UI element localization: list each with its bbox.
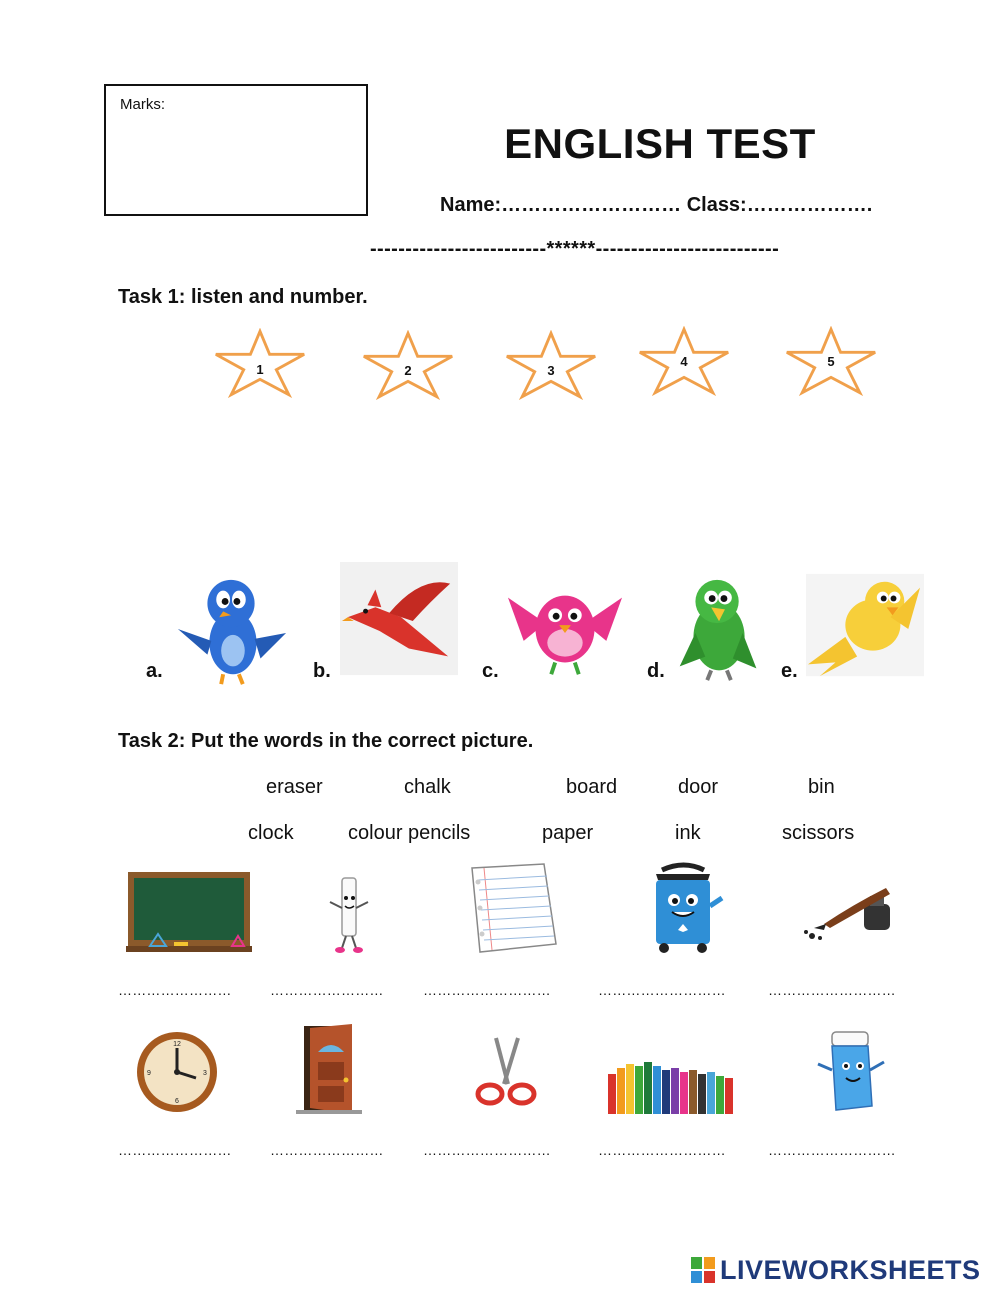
bird-label-c: c.	[482, 660, 499, 682]
blue-bird-icon	[172, 572, 290, 690]
star-3	[503, 330, 599, 400]
bird-label-b: b.	[313, 660, 331, 682]
word-eraser: eraser	[266, 776, 323, 798]
answer-blank-3[interactable]: ………………………	[423, 982, 551, 998]
star-5	[783, 326, 879, 396]
logo-text: LIVEWORKSHEETS	[720, 1254, 981, 1285]
logo-mark-icon	[690, 1256, 716, 1284]
page-title: ENGLISH TEST	[504, 120, 816, 167]
red-cardinal-icon	[340, 562, 458, 680]
task2-title: Task 2: Put the words in the correct picture.	[118, 730, 534, 752]
word-paper: paper	[542, 822, 594, 844]
bird-label-d: d.	[647, 660, 665, 682]
answer-blank-6[interactable]: ……………………	[118, 1142, 232, 1158]
green-parrot-icon	[662, 572, 780, 690]
word-board: board	[566, 776, 618, 798]
answer-blank-5[interactable]: ………………………	[768, 982, 896, 998]
word-ink: ink	[675, 822, 701, 844]
blackboard-icon	[124, 862, 254, 957]
answer-blank-4[interactable]: ………………………	[598, 982, 726, 998]
eraser-icon	[786, 1020, 916, 1115]
yellow-bird-icon	[806, 568, 924, 686]
liveworksheets-logo[interactable]	[690, 1254, 981, 1286]
answer-blank-2[interactable]: ……………………	[270, 982, 384, 998]
word-door: door	[678, 776, 719, 798]
word-colour-pencils: colour pencils	[348, 822, 471, 844]
clock-icon	[112, 1024, 242, 1119]
pink-bird-icon	[506, 572, 624, 690]
star-number: 3	[547, 363, 555, 378]
bird-label-a: a.	[146, 660, 163, 682]
svg-text:3: 3	[203, 1070, 207, 1077]
star-2	[360, 330, 456, 400]
svg-text:12: 12	[173, 1041, 181, 1048]
svg-text:9: 9	[147, 1070, 151, 1077]
answer-blank-9[interactable]: ………………………	[598, 1142, 726, 1158]
task1-title: Task 1: listen and number.	[118, 286, 368, 308]
answer-blank-7[interactable]: ……………………	[270, 1142, 384, 1158]
bird-label-e: e.	[781, 660, 798, 682]
answer-blank-8[interactable]: ………………………	[423, 1142, 551, 1158]
marks-box	[104, 84, 368, 216]
colour-pencils-icon	[606, 1026, 736, 1121]
word-chalk: chalk	[404, 776, 451, 798]
star-number: 4	[680, 354, 688, 369]
divider-line: -------------------------******--------------------------	[370, 238, 780, 260]
answer-blank-1[interactable]: ……………………	[118, 982, 232, 998]
door-icon	[280, 1022, 410, 1117]
word-clock: clock	[248, 822, 294, 844]
star-1	[212, 328, 308, 398]
word-scissors: scissors	[782, 822, 855, 844]
star-number: 2	[404, 363, 412, 378]
svg-text:6: 6	[175, 1098, 179, 1105]
marks-label: Marks:	[120, 96, 165, 113]
answer-blank-10[interactable]: ………………………	[768, 1142, 896, 1158]
ink-icon	[794, 866, 924, 961]
paper-icon	[444, 860, 574, 955]
scissors-icon	[440, 1024, 570, 1119]
star-number: 1	[256, 362, 264, 377]
star-4	[636, 326, 732, 396]
word-bin: bin	[808, 776, 835, 798]
name-class-line: Name:……………………… Class:……………….	[440, 194, 873, 216]
bin-icon	[618, 860, 748, 955]
star-number: 5	[827, 354, 835, 369]
chalk-icon	[284, 868, 414, 963]
